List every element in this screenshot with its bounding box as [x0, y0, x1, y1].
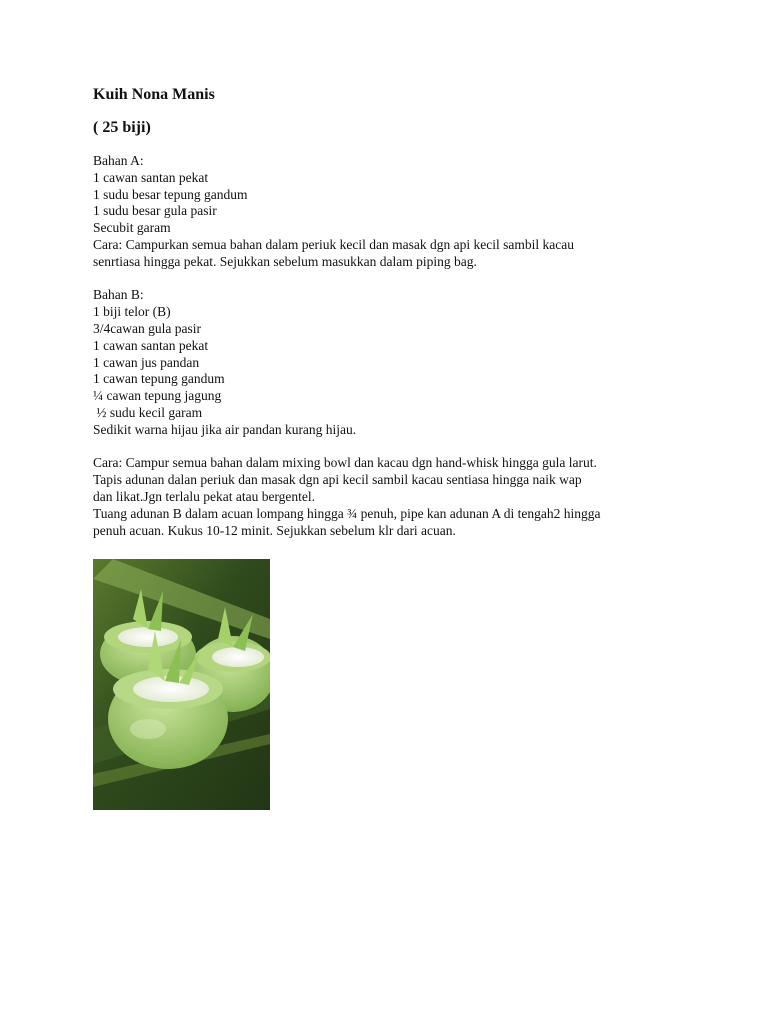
bahan-b-section — [93, 287, 693, 438]
ingredient-line: 1 sudu besar tepung gandum — [93, 186, 248, 202]
ingredient-line: 1 cawan tepung gandum — [93, 371, 225, 387]
method-line: senrtiasa hingga pekat. Sejukkan sebelum masukkan dalam piping bag. — [93, 253, 477, 269]
method-line: Cara: Campur semua bahan dalam mixing bowl dan kacau dgn hand-whisk hingga gula larut. — [93, 455, 597, 471]
ingredient-line: 1 biji telor (B) — [93, 304, 171, 320]
method-line: Cara: Campurkan semua bahan dalam periuk kecil dan masak dgn api kecil sambil kacau — [93, 236, 574, 252]
ingredient-line: 1 cawan jus pandan — [93, 354, 200, 370]
recipe-yield: ( 25 biji) — [93, 119, 151, 136]
ingredient-line: Secubit garam — [93, 220, 171, 236]
ingredient-line: ½ sudu kecil garam — [93, 404, 203, 420]
method-line: dan likat.Jgn terlalu pekat atau bergentel. — [93, 488, 316, 504]
method-line: Tapis adunan dalan periuk dan masak dgn api kecil sambil kacau sentiasa hingga naik wap — [93, 472, 582, 488]
bahan-a-heading: Bahan A: — [93, 153, 144, 168]
recipe-document — [93, 84, 693, 539]
bahan-a-section — [93, 153, 693, 271]
method-line: penuh acuan. Kukus 10-12 minit. Sejukkan sebelum klr dari acuan. — [93, 522, 456, 538]
method-line: Tuang adunan B dalam acuan lompang hingga ¾ penuh, pipe kan adunan A di tengah2 hingga — [93, 505, 601, 521]
ingredient-line: ¼ cawan tepung jagung — [93, 388, 222, 404]
ingredient-line: Sedikit warna hijau jika air pandan kurang hijau. — [93, 421, 357, 437]
ingredient-line: 3/4cawan gula pasir — [93, 320, 201, 336]
ingredient-line: 1 cawan santan pekat — [93, 337, 209, 353]
bahan-b-heading: Bahan B: — [93, 287, 144, 303]
method-b-section — [93, 455, 693, 539]
ingredient-line: 1 sudu besar gula pasir — [93, 203, 217, 219]
recipe-title: Kuih Nona Manis — [93, 86, 215, 103]
ingredient-line: 1 cawan santan pekat — [93, 169, 209, 185]
kuih-photo — [93, 559, 270, 810]
